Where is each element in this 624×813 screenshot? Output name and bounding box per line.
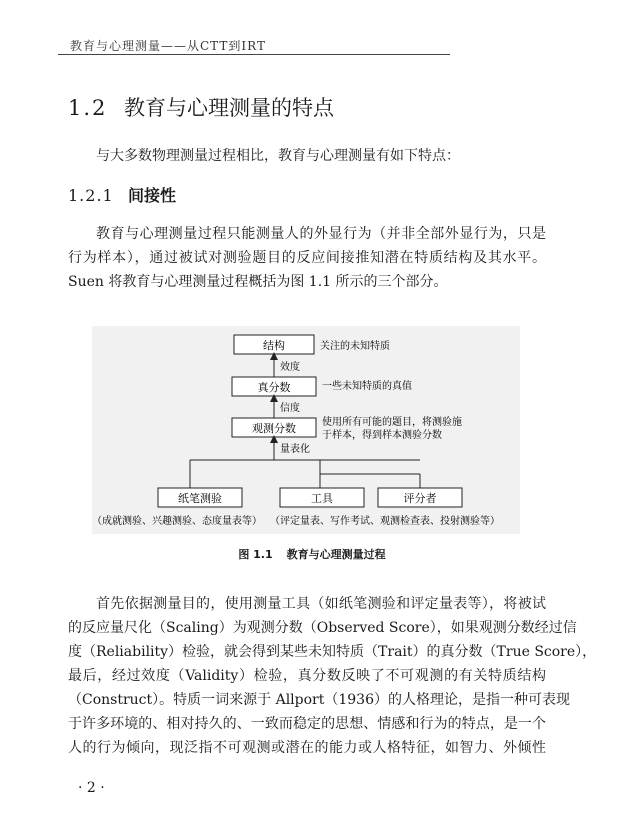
paragraph-2-line: 首先依据测量目的，使用测量工具（如纸笔测验和评定量表等），将被试 [96,596,546,612]
paragraph-1-line: 教育与心理测量过程只能测量人的外显行为（并非全部外显行为，只是 [96,226,546,242]
observed-score-box-label: 观测分数 [252,422,296,435]
left-bottom-note: （成就测验、兴趣测验、态度量表等） [92,516,262,527]
scaling-label: 量表化 [280,444,310,455]
reliability-label: 信度 [280,403,300,414]
paragraph-2 [68,592,597,760]
paragraph-1-line: Suen 将教育与心理测量过程概括为图 1.1 所示的三个部分。 [68,274,448,290]
tool-box-label: 工具 [311,492,333,505]
paragraph-2-line: 于许多环境的、相对持久的、一致而稳定的思想、情感和行为的特点，是一个 [68,716,546,732]
validity-label: 效度 [280,362,300,373]
construct-note: 关注的未知特质 [320,341,390,352]
paper-test-box-label: 纸笔测验 [178,492,222,505]
paragraph-1-line: 行为样本），通过被试对测验题目的反应间接推知潜在特质结构及其水平。 [68,250,546,266]
running-head: 教育与心理测量——从CTT到IRT [70,39,266,53]
subsection-number: 1.2.1 [68,186,114,205]
section-title: 教育与心理测量的特点 [124,96,334,120]
true-score-note: 一些未知特质的真值 [322,381,412,392]
page-number: · 2 · [78,780,105,796]
rater-box-label: 评分者 [403,492,437,505]
right-bottom-note: （评定量表、写作考试、观测检查表、投射测验等） [270,516,500,527]
figure-caption [0,546,624,562]
intro-paragraph: 与大多数物理测量过程相比，教育与心理测量有如下特点： [96,148,460,164]
construct-box-label: 结构 [263,339,285,352]
paragraph-2-line: （Construct）。特质一词来源于 Allport（1936）的人格理论，是指一种可表现 [68,692,570,708]
paragraph-2-line: 度（Reliability）检验，就会得到某些未知特质（Trait）的真分数（True Score）， [68,644,597,660]
paragraph-2-line: 最后，经过效度（Validity）检验，真分数反映了不可观测的有关特质结构 [68,668,546,684]
paragraph-2-line: 人的行为倾向，现泛指不可观测或潜在的能力或人格特征，如智力、外倾性 [68,740,546,756]
figure-number: 图 1.1 [238,548,273,561]
observed-note-line-2: 于样本，得到样本测验分数 [322,430,442,441]
subsection-title: 间接性 [128,186,177,205]
section-number: 1.2 [68,96,108,120]
true-score-box-label: 真分数 [257,381,291,394]
observed-note-line-1: 使用所有可能的题目，将测验施 [322,417,462,428]
figure-title: 教育与心理测量过程 [286,548,386,561]
paragraph-2-line: 的反应量尺化（Scaling）为观测分数（Observed Score），如果观测分数经过信 [68,620,577,636]
